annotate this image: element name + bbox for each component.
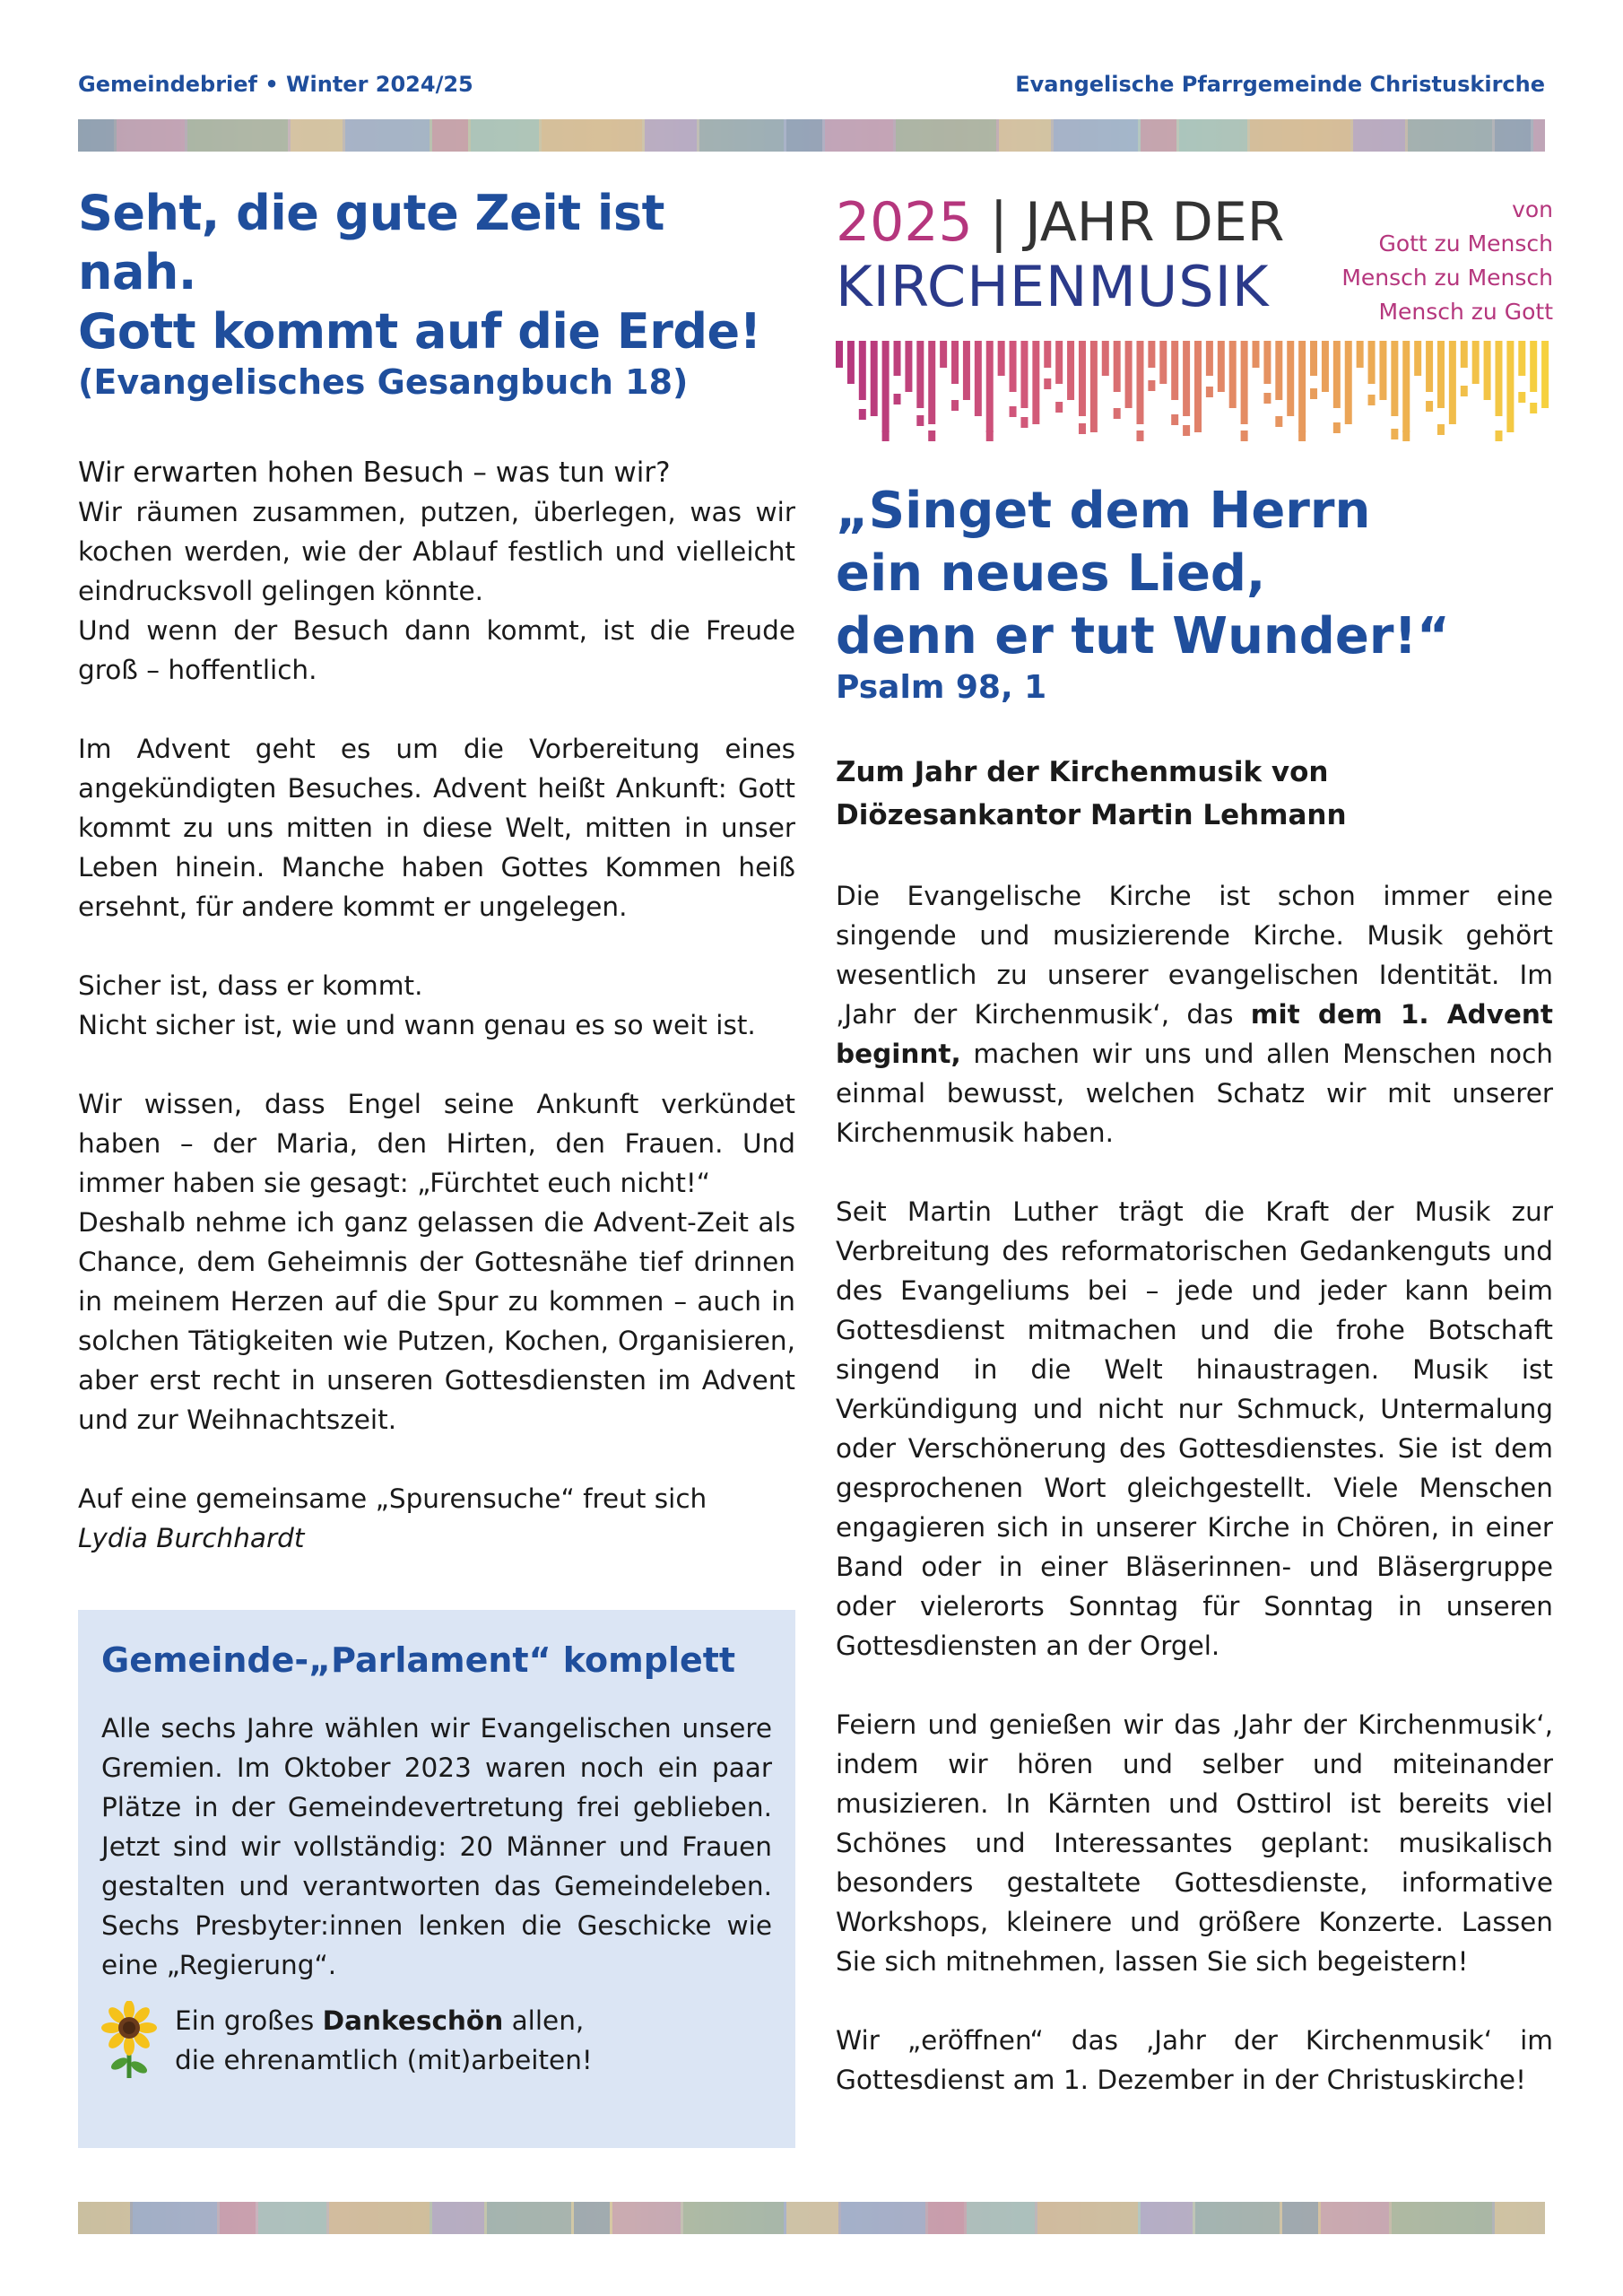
thanks-line-2: die ehrenamtlich (mit)arbeiten! bbox=[175, 2045, 593, 2075]
author: Lydia Burchhardt bbox=[78, 1523, 305, 1553]
logo-bar bbox=[1541, 341, 1549, 408]
subhead-line-2: Diözesankantor Martin Lehmann bbox=[836, 799, 1347, 831]
logo-bar bbox=[1275, 341, 1282, 400]
article-subhead bbox=[836, 751, 1553, 837]
paragraph-3 bbox=[78, 966, 795, 1045]
paragraph-2: Im Advent geht es um die Vorbereitung eines angekündigten Besuches. Advent heißt Ankunft: Gott kommt zu uns mitten in diese Welt, mitten in unser Leben hinein. Manche haben Gottes Kommen heiß ersehnt, für andere kommt er ungelegen. bbox=[78, 734, 795, 922]
logo-bar bbox=[871, 341, 878, 416]
right-paragraph-3: Feiern und genießen wir das ‚Jahr der Kirchenmusik‘, indem wir hören und selber und miteinander musizieren. In Kärnten und Osttirol ist bereits viel Schönes und Interessantes geplant: musikalisch besonders gestaltete Gottesdienste, informative Workshops, kleinere und größere Konzerte. Lassen Sie sich mitnehmen, lassen Sie sich begeistern! bbox=[836, 1709, 1553, 1977]
paragraph-1-text-2: Und wenn der Besuch dann kommt, ist die Freude groß – hoffentlich. bbox=[78, 615, 795, 685]
logo-bar bbox=[1183, 341, 1190, 416]
logo-bar bbox=[1055, 341, 1063, 384]
logo-bar bbox=[847, 341, 855, 384]
parliament-title: Gemeinde-„Parlament“ komplett bbox=[101, 1640, 736, 1680]
header-parish: Evangelische Pfarrgemeinde Christuskirche bbox=[1015, 72, 1545, 97]
logo-bar bbox=[916, 341, 924, 408]
logo-bar bbox=[928, 341, 935, 424]
right-paragraph-1 bbox=[836, 876, 1553, 1152]
psalm-reference: Psalm 98, 1 bbox=[836, 669, 1047, 706]
glass-pane bbox=[1408, 119, 1492, 152]
logo-bar-dot bbox=[1055, 402, 1063, 413]
decorative-band-top bbox=[78, 119, 1545, 152]
glass-pane bbox=[1141, 119, 1176, 152]
closing bbox=[78, 1479, 795, 1558]
logo-bar-dot bbox=[1461, 386, 1468, 396]
logo-bar bbox=[859, 341, 866, 400]
logo-bar bbox=[1357, 341, 1364, 368]
glass-pane bbox=[1195, 2202, 1280, 2234]
logo-bar bbox=[1287, 341, 1294, 416]
logo-bar-dot bbox=[1020, 417, 1028, 428]
logo-bar bbox=[1102, 341, 1109, 376]
logo-bar bbox=[1171, 341, 1178, 400]
logo-bar bbox=[1136, 341, 1143, 424]
glass-pane bbox=[220, 2202, 256, 2234]
glass-pane bbox=[928, 2202, 964, 2234]
logo-bar bbox=[1368, 341, 1376, 384]
logo-bar bbox=[1322, 341, 1329, 392]
glass-pane bbox=[1037, 2202, 1138, 2234]
logo-line-1-rest: JAHR DER bbox=[1025, 191, 1285, 254]
title-line-2: Gott kommt auf die Erde! bbox=[78, 303, 761, 360]
logo-year: 2025 bbox=[836, 191, 973, 254]
logo-bar bbox=[1333, 341, 1341, 408]
logo-bar bbox=[1449, 341, 1456, 424]
logo-bar bbox=[963, 341, 970, 400]
thanks-line-1 bbox=[175, 2001, 593, 2040]
logo-bar bbox=[986, 341, 994, 432]
glass-pane bbox=[258, 2202, 326, 2234]
glass-pane bbox=[786, 119, 822, 152]
logo-bar-dot bbox=[1010, 406, 1017, 417]
logo-bar-dot bbox=[1518, 392, 1525, 403]
logo-bar bbox=[1194, 341, 1202, 432]
logo-bar-dot bbox=[882, 430, 890, 441]
logo-bar-dot bbox=[1275, 416, 1282, 427]
paragraph-1 bbox=[78, 453, 795, 690]
logo-bar-dot bbox=[1183, 425, 1190, 436]
logo-bar bbox=[1298, 341, 1306, 432]
logo-bar bbox=[1206, 341, 1213, 376]
logo-bar bbox=[894, 341, 901, 376]
logo-bar bbox=[1125, 341, 1133, 408]
logo-bar-dot bbox=[1079, 423, 1086, 434]
logo-separator: | bbox=[972, 191, 1026, 254]
logo-bar bbox=[905, 341, 912, 392]
logo-line-1 bbox=[836, 193, 1284, 252]
glass-pane bbox=[825, 119, 893, 152]
logo-bar bbox=[1530, 341, 1537, 392]
paragraph-4b: Deshalb nehme ich ganz gelassen die Advent-Zeit als Chance, dem Geheimnis der Gottesnähe tief drinnen in meinem Herzen auf die Spur zu kommen – auch in solchen Tätigkeiten wie Putzen, Kochen, Organisieren, aber erst recht in unseren Gottesdiensten im Advent und zur Weihnachtszeit. bbox=[78, 1207, 795, 1435]
logo-bar-dot bbox=[1402, 430, 1410, 441]
logo-bar bbox=[1495, 341, 1502, 416]
paragraph-1-lead: Wir erwarten hohen Besuch – was tun wir? bbox=[78, 457, 671, 489]
church-music-logo bbox=[836, 184, 1553, 480]
logo-bar-dot bbox=[916, 415, 924, 426]
logo-bar bbox=[1010, 341, 1017, 392]
logo-bar-dot bbox=[1171, 414, 1178, 425]
glass-pane bbox=[1321, 2202, 1389, 2234]
logo-bar bbox=[1020, 341, 1028, 408]
paragraph-3-line-1: Sicher ist, dass er kommt. bbox=[78, 970, 423, 1001]
logo-bar bbox=[836, 341, 843, 368]
logo-bar-dot bbox=[1530, 403, 1537, 413]
logo-bar bbox=[1461, 341, 1468, 368]
glass-pane bbox=[487, 2202, 571, 2234]
logo-bar bbox=[1391, 341, 1398, 416]
glass-pane bbox=[78, 2202, 130, 2234]
thanks-note bbox=[101, 2001, 772, 2080]
glass-pane bbox=[645, 119, 697, 152]
logo-bar bbox=[882, 341, 890, 432]
glass-pane bbox=[432, 2202, 484, 2234]
logo-bar-dot bbox=[1241, 430, 1248, 441]
logo-line-2: KIRCHENMUSIK bbox=[836, 254, 1270, 319]
closing-text: Auf eine gemeinsame „Spurensuche“ freut sich bbox=[78, 1483, 707, 1514]
thanks-text bbox=[175, 2001, 593, 2080]
sunflower-icon bbox=[101, 2001, 157, 2080]
glass-pane bbox=[345, 119, 430, 152]
logo-bar bbox=[1263, 341, 1271, 384]
title-line-1: Seht, die gute Zeit ist nah. bbox=[78, 185, 664, 300]
left-article-title bbox=[78, 184, 795, 361]
glass-pane bbox=[1179, 119, 1247, 152]
logo-bar bbox=[1253, 341, 1260, 368]
logo-bar bbox=[1159, 341, 1167, 384]
thanks-post: allen, bbox=[503, 2005, 585, 2036]
logo-bar-dot bbox=[1437, 424, 1445, 435]
glass-pane bbox=[1392, 2202, 1492, 2234]
paragraph-3-line-2: Nicht sicher ist, wie und wann genau es so weit ist. bbox=[78, 1010, 756, 1040]
logo-bar-dot bbox=[1298, 430, 1306, 441]
logo-bar-dot bbox=[986, 430, 994, 441]
glass-pane bbox=[1495, 2202, 1545, 2234]
logo-bar-dot bbox=[1495, 430, 1502, 441]
glass-pane bbox=[999, 119, 1051, 152]
logo-bar bbox=[1310, 341, 1317, 376]
parliament-text: Alle sechs Jahre wählen wir Evangelischen unsere Gremien. Im Oktober 2023 waren noch ein paar Plätze in der Gemeindevertretung frei geblieben. Jetzt sind wir vollständig: 20 Männer und Frauen gestalten und verantworten das Gemeindeleben. Sechs Presbyter:innen lenken die Geschicke wie eine „Regierung“. bbox=[101, 1713, 772, 1980]
logo-bar bbox=[1148, 341, 1155, 368]
logo-bar-dot bbox=[1206, 387, 1213, 397]
logo-bar bbox=[1506, 341, 1514, 432]
glass-pane bbox=[1282, 2202, 1318, 2234]
logo-bar bbox=[1379, 341, 1386, 400]
glass-pane bbox=[1533, 119, 1545, 152]
logo-bar-dot bbox=[1333, 422, 1341, 433]
logo-bar bbox=[1032, 341, 1039, 424]
logo-bar bbox=[998, 341, 1005, 376]
glass-pane bbox=[117, 119, 185, 152]
psalm-quote bbox=[836, 480, 1553, 668]
tagline-2: Gott zu Mensch bbox=[1378, 230, 1553, 257]
quote-line-2: ein neues Lied, bbox=[836, 544, 1266, 603]
glass-pane bbox=[683, 2202, 784, 2234]
quote-line-1: „Singet dem Herrn bbox=[836, 482, 1371, 540]
glass-pane bbox=[78, 119, 114, 152]
paragraph-4 bbox=[78, 1084, 795, 1439]
glass-pane bbox=[133, 2202, 217, 2234]
glass-pane bbox=[432, 119, 468, 152]
glass-pane bbox=[329, 2202, 430, 2234]
logo-bar bbox=[1402, 341, 1410, 432]
logo-bar bbox=[951, 341, 959, 384]
right-p1-bold: mit dem 1. Advent beginnt, bbox=[836, 999, 1553, 1069]
logo-bar bbox=[1067, 341, 1074, 400]
logo-bar-dot bbox=[1368, 395, 1376, 405]
tagline-4: Mensch zu Gott bbox=[1378, 299, 1553, 325]
glass-pane bbox=[1250, 119, 1350, 152]
glass-pane bbox=[967, 2202, 1035, 2234]
right-column bbox=[836, 184, 1553, 2100]
logo-bar bbox=[975, 341, 982, 416]
right-p1-pre: Die Evangelische Kirche ist schon immer eine singende und musizierende Kirche. Musik gehört wesentlich zu unserer evangelischen Identität. Im ‚Jahr der Kirchenmusik‘, das bbox=[836, 881, 1553, 1030]
glass-pane bbox=[786, 2202, 838, 2234]
logo-bar-dot bbox=[928, 430, 935, 441]
logo-bar-dot bbox=[1310, 388, 1317, 399]
logo-bar bbox=[940, 341, 947, 368]
logo-bar-dot bbox=[1136, 430, 1143, 441]
logo-sound-bars bbox=[836, 341, 1553, 444]
right-p1-post: machen wir uns und allen Menschen noch einmal bewusst, welchen Schatz wir mit unserer Kirchenmusik haben. bbox=[836, 1039, 1553, 1148]
logo-bar bbox=[1484, 341, 1491, 400]
logo-bar bbox=[1518, 341, 1525, 376]
tagline-1: von bbox=[1512, 196, 1553, 222]
title-source: (Evangelisches Gesangbuch 18) bbox=[78, 362, 689, 402]
glass-pane bbox=[896, 119, 996, 152]
logo-bar bbox=[1090, 341, 1098, 432]
logo-tagline bbox=[1341, 193, 1553, 329]
glass-pane bbox=[542, 119, 642, 152]
glass-pane bbox=[471, 119, 539, 152]
paragraph-1-text: Wir räumen zusammen, putzen, überlegen, was wir kochen werden, wie der Ablauf festlich und vielleicht eindrucksvoll gelingen könnte. bbox=[78, 497, 795, 606]
glass-pane bbox=[291, 119, 343, 152]
logo-bar bbox=[1218, 341, 1225, 392]
glass-pane bbox=[1495, 119, 1531, 152]
logo-bar-dot bbox=[894, 394, 901, 404]
logo-bar-dot bbox=[1114, 408, 1121, 419]
logo-bar bbox=[1241, 341, 1248, 424]
paragraph-4a: Wir wissen, dass Engel seine Ankunft verkündet haben – der Maria, den Hirten, den Frauen. Und immer haben sie gesagt: „Fürchtet euch nicht!“ bbox=[78, 1089, 795, 1198]
glass-pane bbox=[699, 119, 784, 152]
logo-bar bbox=[1472, 341, 1480, 384]
logo-bar-dot bbox=[859, 409, 866, 420]
logo-bar bbox=[1437, 341, 1445, 408]
right-paragraph-4: Wir „eröffnen“ das ‚Jahr der Kirchenmusik‘ im Gottesdienst am 1. Dezember in der Christuskirche! bbox=[836, 2025, 1553, 2095]
glass-pane bbox=[1141, 2202, 1193, 2234]
quote-line-3: denn er tut Wunder!“ bbox=[836, 607, 1450, 665]
right-paragraph-2: Seit Martin Luther trägt die Kraft der Musik zur Verbreitung des reformatorischen Gedankenguts und des Evangeliums bei – jede und jeder kann beim Gottesdienst mitmachen und die frohe Botschaft singend in die Welt hinaustragen. Musik ist Verkündigung und nicht nur Schmuck, Untermalung oder Verschönerung des Gottesdienstes. Sie ist dem gesprochenen Wort gleichgestellt. Viele Menschen engagieren sich in unserer Kirche in Chören, in einer Band oder in einer Bläserinnen- und Bläsergruppe oder vielerorts Sonntag für Sonntag in unseren Gottesdiensten an der Orgel. bbox=[836, 1196, 1553, 1661]
thanks-bold: Dankeschön bbox=[322, 2005, 504, 2036]
glass-pane bbox=[612, 2202, 681, 2234]
glass-pane bbox=[1054, 119, 1138, 152]
left-column bbox=[78, 184, 795, 1558]
subhead-line-1: Zum Jahr der Kirchenmusik von bbox=[836, 756, 1329, 788]
logo-bar bbox=[1345, 341, 1352, 424]
logo-bar bbox=[1414, 341, 1421, 376]
thanks-pre: Ein großes bbox=[175, 2005, 323, 2036]
logo-bar-dot bbox=[1391, 429, 1398, 439]
logo-bar bbox=[1426, 341, 1433, 392]
tagline-3: Mensch zu Mensch bbox=[1341, 265, 1553, 291]
logo-bar bbox=[1229, 341, 1237, 408]
logo-bar-dot bbox=[951, 400, 959, 411]
header-issue: Gemeindebrief • Winter 2024/25 bbox=[78, 72, 473, 97]
logo-bar-dot bbox=[1263, 393, 1271, 404]
parliament-box bbox=[78, 1610, 795, 2148]
glass-pane bbox=[574, 2202, 610, 2234]
logo-bar-dot bbox=[1426, 401, 1433, 412]
glass-pane bbox=[187, 119, 288, 152]
logo-bar bbox=[1044, 341, 1051, 368]
decorative-band-bottom bbox=[78, 2202, 1545, 2234]
glass-pane bbox=[841, 2202, 925, 2234]
logo-bar bbox=[1114, 341, 1121, 392]
glass-pane bbox=[1353, 119, 1405, 152]
logo-bar-dot bbox=[1148, 380, 1155, 391]
logo-bar bbox=[1079, 341, 1086, 416]
logo-bar-dot bbox=[1044, 378, 1051, 389]
